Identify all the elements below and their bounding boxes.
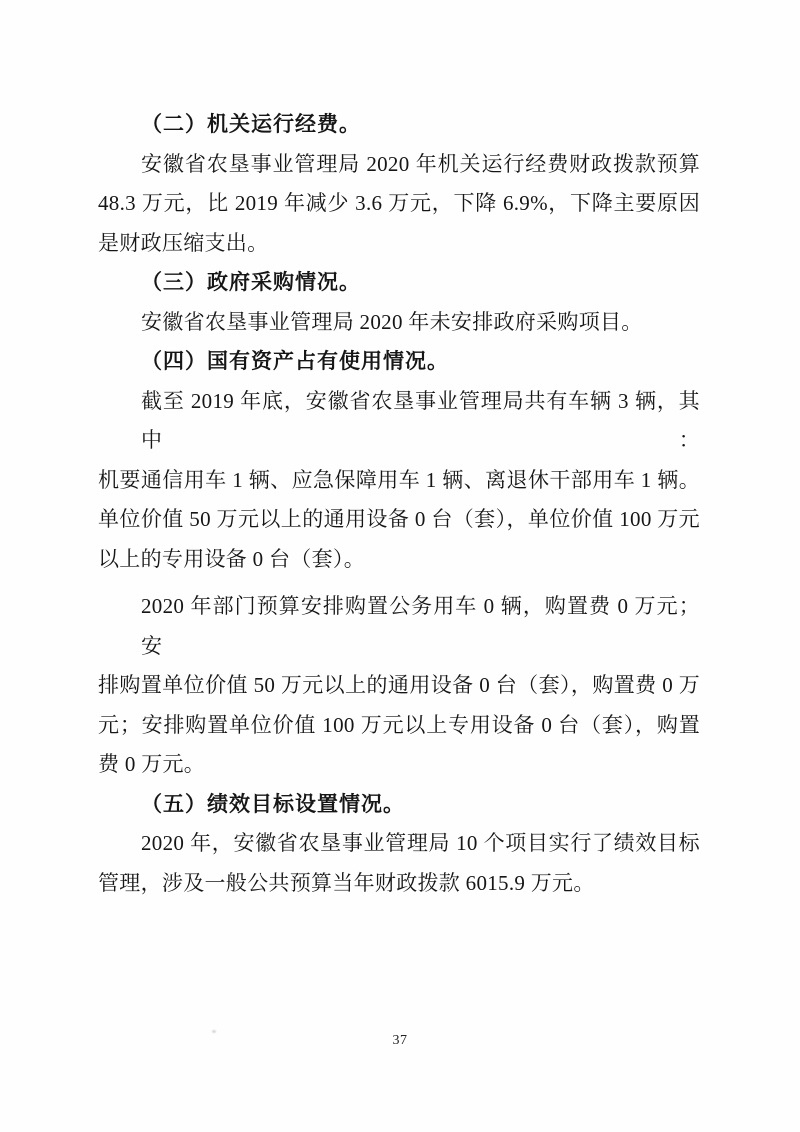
text-line: 2020 年部门预算安排购置公务用车 0 辆，购置费 0 万元；安 xyxy=(141,594,700,658)
heading-agency-operating-expenses: （二）机关运行经费。 xyxy=(141,112,361,136)
text-line: 安徽省农垦事业管理局 2020 年机关运行经费财政拨款预算 xyxy=(141,151,700,176)
text-line: 是财政压缩支出。 xyxy=(98,230,269,255)
text-line: 2020 年，安徽省农垦事业管理局 10 个项目实行了绩效目标 xyxy=(141,831,700,855)
document-body xyxy=(98,105,700,903)
text-line: 安徽省农垦事业管理局 2020 年未安排政府采购项目。 xyxy=(141,309,643,334)
page-number: 37 xyxy=(392,1033,408,1048)
text-line: 机要通信用车 1 辆、应急保障用车 1 辆、离退休干部用车 1 辆。 xyxy=(98,467,700,492)
heading-government-procurement: （三）政府采购情况。 xyxy=(141,270,361,294)
text-line: 截至 2019 年底，安徽省农垦事业管理局共有车辆 3 辆，其中： xyxy=(141,388,700,452)
text-line: 管理，涉及一般公共预算当年财政拨款 6015.9 万元。 xyxy=(98,870,595,895)
heading-performance-targets: （五）绩效目标设置情况。 xyxy=(141,791,405,816)
text-line: 元；安排购置单位价值 100 万元以上专用设备 0 台（套），购置 xyxy=(98,712,700,737)
text-line: 排购置单位价值 50 万元以上的通用设备 0 台（套），购置费 0 万 xyxy=(98,673,700,697)
text-line: 费 0 万元。 xyxy=(98,752,206,776)
text-line: 以上的专用设备 0 台（套）。 xyxy=(98,546,365,571)
heading-state-owned-assets: （四）国有资产占有使用情况。 xyxy=(141,349,449,373)
text-line: 48.3 万元，比 2019 年减少 3.6 万元，下降 6.9%，下降主要原因 xyxy=(98,191,700,215)
text-line: 单位价值 50 万元以上的通用设备 0 台（套），单位价值 100 万元 xyxy=(98,507,700,531)
